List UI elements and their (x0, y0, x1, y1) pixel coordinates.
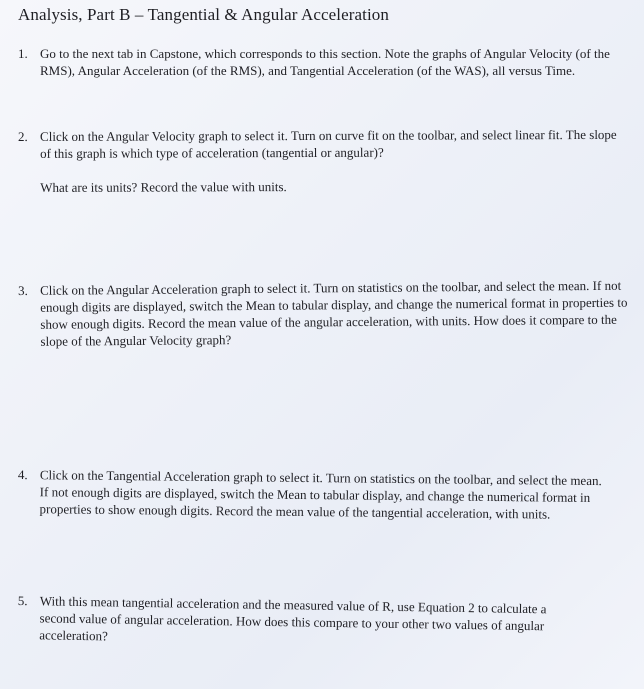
question-text: Go to the next tab in Capstone, which corresponds to this section. Note the graphs of Angular Velocity (of the RMS), Angular Acceleration (of the RMS), and Tangential Acceleration (of the WAS), all versus Time. (40, 46, 610, 78)
question-1 (18, 45, 628, 79)
question-subtext: What are its units? Record the value with units. (40, 179, 287, 195)
question-text: Click on the Tangential Acceleration graph to select it. Turn on statistics on the toolbar, and select the mean. If not enough digits are displayed, switch the Mean to tabular display, and change the numerical format in properties to show enough digits. Record the mean value of the tangential acceleration, with units. (39, 467, 602, 522)
question-text: Click on the Angular Velocity graph to select it. Turn on curve fit on the toolbar, and select linear fit. The slope of this graph is which type of acceleration (tangential or angular)? (40, 126, 617, 161)
question-number: 4. (17, 466, 28, 483)
question-number: 2. (18, 128, 28, 144)
question-4 (17, 466, 608, 523)
question-number: 3. (18, 282, 28, 298)
question-2 (18, 126, 628, 196)
document-title: Analysis, Part B – Tangential & Angular Acceleration (18, 5, 390, 24)
question-text: With this mean tangential acceleration and the measured value of R, use Equation 2 to calculate a second value of angular acceleration. How does this compare to your other two values of angular acceleration? (39, 593, 547, 644)
question-number: 5. (17, 592, 28, 609)
question-number: 1. (18, 46, 28, 61)
question-5 (17, 592, 578, 652)
question-text: Click on the Angular Acceleration graph to select it. Turn on statistics on the toolbar, and select the mean. If not enough digits are displayed, switch the Mean to tabular display, and change the numerical format in properties to show enough digits. Record the mean value of the angular acceleration, with units. How does it compare to the slope of the Angular Velocity graph? (40, 277, 628, 349)
question-3 (18, 277, 629, 350)
